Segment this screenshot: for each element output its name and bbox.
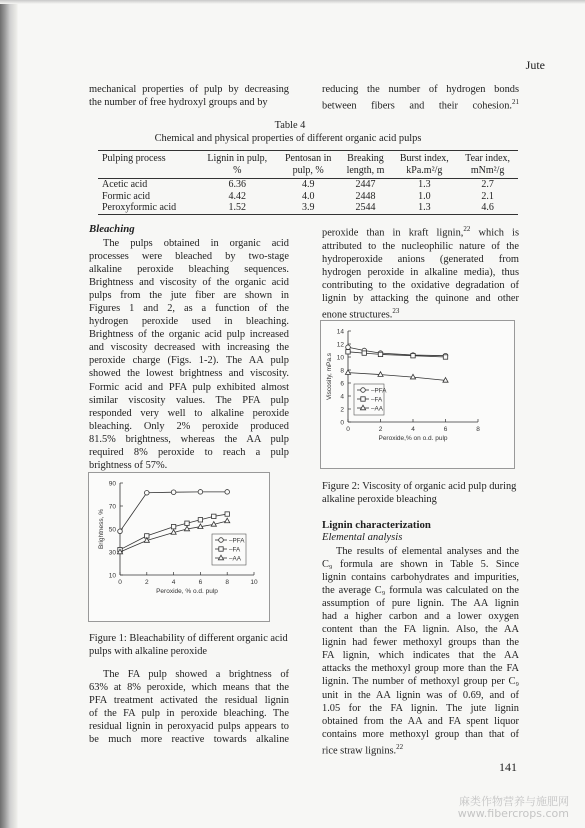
data-point-fa: [443, 355, 447, 359]
text-line: similar viscosity values. The PFA pulp: [89, 394, 289, 406]
figure-1-chart: [89, 473, 269, 621]
y-tick-label: 90: [108, 480, 116, 488]
table-cell: Peroxyformic acid: [102, 202, 177, 213]
reference-superscript: 22: [463, 225, 471, 233]
text-line: lignin had fewer methoxyl groups than the: [322, 637, 519, 649]
text-line: bleaching. Only 2% peroxide produced: [89, 420, 289, 432]
table-cell: 4.42: [228, 190, 246, 202]
table-title: Table 4: [274, 120, 306, 131]
text-line: content than the FA lignin. Also, the AA: [322, 624, 519, 636]
text-line: attributed to the nucleophilic nature of the: [322, 240, 519, 252]
y-tick-label: 4: [340, 393, 344, 401]
text-line: assumption of pure lignin. The AA lignin: [322, 598, 519, 610]
text-line: responded very well to alkaline peroxide: [89, 407, 289, 419]
data-point-pfa: [346, 345, 351, 350]
text-line: The FA pulp showed a brightness of: [103, 669, 289, 680]
table-header-cell: [457, 151, 518, 179]
text-line: showed the lowest brightness and viscosity.: [89, 368, 289, 380]
y-tick-label: 10: [108, 572, 116, 580]
text-line: contributing to the oxidative degradation of: [322, 279, 519, 291]
header-line: pulp, %: [292, 164, 324, 176]
text-line: had a higher carbon and a lower oxygen: [322, 611, 519, 623]
header-line: Lignin in pulp,: [207, 153, 268, 164]
table-caption: Chemical and physical properties of different organic acid pulps: [154, 133, 422, 144]
y-axis-label: Viscosity, mPa.s: [326, 352, 333, 401]
table-header-cell: [340, 151, 392, 179]
figure-2-frame: [320, 320, 515, 469]
data-point-pfa: [145, 490, 150, 495]
data-point-fa: [378, 352, 382, 356]
data-point-fa: [225, 512, 229, 516]
table-row: [98, 191, 518, 203]
figure-2-caption: [322, 480, 527, 506]
header-line: Burst index,: [399, 153, 449, 164]
x-tick-label: 4: [171, 579, 176, 586]
header-line: %: [233, 164, 242, 176]
table-cell: Acetic acid: [102, 179, 148, 190]
table-cell: 3.9: [301, 202, 315, 213]
table-cell: 1.0: [418, 190, 431, 202]
data-point-fa: [198, 518, 202, 522]
text-line: Brightness and viscosity of the organic acid: [89, 277, 289, 289]
text-line: the average C₉ formula was calculated on the: [322, 585, 519, 597]
text-line: lignin by attacking the quinone and other: [322, 292, 519, 304]
legend-label: –PFA: [229, 537, 245, 545]
text-line-part: enone structures.: [322, 309, 393, 321]
x-tick-label: 6: [443, 426, 448, 433]
table-header-cell: [277, 151, 340, 179]
legend-marker: [219, 547, 223, 551]
text-line: peroxide charge (Figs. 1-2). The AA pulp: [89, 355, 289, 367]
text-line: hydroperoxide anions (generated from: [322, 253, 519, 265]
watermark: [458, 796, 569, 820]
table-header-cell: [198, 151, 277, 179]
right-paragraph: [322, 223, 519, 321]
header-line: Breaking: [347, 153, 384, 164]
x-tick-label: 0: [346, 426, 350, 433]
text-line: 81.5% brightness, whereas the AA pulp: [89, 433, 289, 445]
legend-marker: [219, 538, 224, 543]
header-line: mNm²/g: [470, 164, 505, 176]
x-tick-label: 4: [411, 426, 415, 433]
table-cell: 1.52: [228, 202, 246, 213]
text-line: FA lignin, which indicates that the AA: [322, 650, 519, 662]
text-line-part: peroxide than in kraft lignin,: [322, 227, 464, 239]
table-cell: 2448: [355, 190, 376, 202]
scan-edge-shadow: [0, 0, 18, 828]
left-top-text: [89, 83, 289, 109]
legend-label: –FA: [371, 396, 383, 404]
x-axis-label: Peroxide,% on o.d. pulp: [378, 435, 448, 442]
x-axis-label: Peroxide, % o.d. pulp: [156, 588, 218, 595]
text-line: hydrogen peroxide in alkaline media), thus: [322, 266, 519, 278]
figure-1-caption: [89, 632, 294, 658]
data-point-fa: [185, 521, 189, 525]
text-line: [322, 96, 519, 113]
text-line: lignin. The number of methoxyl group per C₉: [322, 676, 519, 688]
legend-label: –AA: [229, 555, 241, 563]
bleaching-paragraph: [89, 237, 289, 472]
text-line: [322, 223, 519, 240]
running-header: Jute: [525, 58, 545, 72]
text-line: Figures 1 and 2, as a function of the: [89, 303, 289, 315]
text-line: hydrogen peroxide used in bleaching.: [89, 316, 289, 328]
text-line: [322, 305, 519, 322]
subsection-heading-elemental: Elemental analysis: [322, 532, 403, 543]
data-point-pfa: [198, 490, 203, 495]
x-tick-label: 0: [118, 579, 122, 586]
y-tick-label: 10: [336, 354, 344, 362]
caption-line: Figure 1: Bleachability of different organic acid: [89, 633, 288, 644]
y-tick-label: 0: [340, 419, 344, 427]
header-line: Tear index,: [465, 153, 511, 164]
text-line: 1.05 for the FA lignin. The jute lignin: [322, 702, 519, 714]
text-line: pulps from the jute fiber are shown in: [89, 290, 289, 302]
text-line: unit in the AA lignin was of 0.69, and of: [322, 689, 519, 701]
y-axis-label: Brightness, %: [98, 508, 105, 550]
text-line: PFA treatment activated the residual lignin: [89, 695, 289, 707]
y-tick-label: 2: [340, 406, 344, 414]
table-header-cell: [391, 151, 457, 179]
data-point-fa: [212, 514, 216, 518]
table-cell: 1.3: [418, 202, 431, 213]
table-cell: 1.3: [418, 179, 431, 190]
text-line: obtained from the AA and FA spent liquor: [322, 715, 519, 727]
table-cell: 2544: [355, 202, 376, 213]
header-line: Pentosan in: [285, 153, 332, 164]
lignin-paragraph: [322, 545, 519, 757]
caption-line: Figure 2: Viscosity of organic acid pulp during: [322, 481, 517, 492]
header-line: Pulping process: [102, 153, 166, 164]
text-line: 63% at 8% peroxide, which means that the: [89, 682, 289, 694]
legend-label: –PFA: [371, 387, 387, 395]
data-point-pfa: [171, 490, 176, 495]
table-cell: 4.9: [301, 179, 315, 190]
page-number: 141: [499, 760, 517, 774]
text-line: C₉ formula are shown in Table 5. Since: [322, 559, 519, 571]
caption-line: alkaline peroxide bleaching: [322, 494, 437, 505]
text-line: The pulps obtained in organic acid: [103, 238, 289, 249]
table-header-row: [98, 151, 518, 179]
text-line: residual lignin in peroxyacid pulps appears to: [89, 721, 289, 733]
text-line-part: between fibers and their cohesion.: [322, 100, 512, 112]
y-tick-label: 30: [108, 549, 116, 557]
data-point-fa: [171, 525, 175, 529]
y-tick-label: 6: [340, 380, 344, 388]
x-tick-label: 2: [144, 579, 149, 586]
x-tick-label: 10: [250, 579, 258, 586]
left-bottom-paragraph: [89, 668, 289, 746]
text-line: be much more reactive towards alkaline: [89, 734, 289, 746]
legend-label: –AA: [371, 405, 383, 413]
text-line: Formic acid and PFA pulp exhibited almost: [89, 381, 289, 393]
text-line-part: rice straw lignins.: [322, 745, 397, 757]
table-row: [98, 202, 518, 214]
legend-marker: [361, 388, 366, 393]
x-tick-label: 6: [198, 579, 203, 586]
table-cell: 6.36: [228, 179, 246, 190]
text-line: brightness of 57%.: [89, 459, 168, 471]
table-cell: 2.7: [481, 179, 494, 190]
data-point-aa: [225, 518, 230, 523]
text-line: The results of elemental analyses and the: [336, 546, 519, 557]
series-line-aa: [348, 373, 446, 381]
data-point-fa: [411, 354, 415, 358]
reference-superscript: 22: [396, 742, 404, 751]
scan-top-shadow: [0, 0, 585, 4]
text-line: [322, 741, 519, 758]
table-header-cell: [98, 151, 198, 179]
table-cell: 4.6: [481, 202, 494, 213]
section-heading-lignin: Lignin characterization: [322, 519, 431, 531]
table-cell: 4.0: [301, 190, 315, 202]
text-line: the number of free hydroxyl groups and by: [89, 97, 268, 109]
text-line: alkaline peroxide bleaching sequences.: [89, 264, 289, 276]
text-line: lignin contains carbohydrates and impurities,: [322, 572, 519, 584]
table-row: [98, 179, 518, 191]
right-top-text: [322, 83, 519, 113]
caption-line: pulps with alkaline peroxide: [89, 646, 208, 657]
watermark-line: 麻类作物营养与施肥网: [459, 795, 569, 808]
data-point-fa: [346, 350, 350, 354]
legend-marker: [361, 397, 365, 401]
text-line: and viscosity decreased with increasing the: [89, 342, 289, 354]
header-line: length, m: [346, 164, 385, 176]
text-line: Brightness of the organic acid pulp increased: [89, 329, 289, 341]
header-line: kPa.m²/g: [406, 164, 443, 176]
y-tick-label: 70: [108, 503, 116, 511]
data-point-aa: [345, 370, 350, 375]
text-line: of the FA pulp in peroxide bleaching. The: [89, 708, 289, 720]
table-cell: 2.1: [481, 190, 494, 202]
table-4: [98, 150, 518, 215]
y-tick-label: 50: [108, 526, 116, 534]
y-tick-label: 8: [340, 367, 344, 375]
section-heading-bleaching: Bleaching: [89, 223, 135, 235]
text-line: attacks the methoxyl group more than the FA: [322, 663, 519, 675]
y-tick-label: 12: [336, 341, 344, 349]
text-line: reducing the number of hydrogen bonds: [322, 84, 519, 95]
data-point-fa: [362, 351, 366, 355]
table-cell: 2447: [355, 179, 376, 190]
x-tick-label: 8: [476, 426, 480, 433]
figure-2-chart: [321, 321, 514, 468]
reference-superscript: 23: [392, 306, 400, 315]
watermark-line: www.fibercrops.com: [457, 807, 569, 820]
x-tick-label: 2: [378, 426, 383, 433]
figure-1-frame: [88, 472, 270, 622]
data-point-pfa: [118, 529, 123, 534]
text-line: required 8% peroxide to reach a pulp: [89, 446, 289, 458]
text-line: contains more methoxyl group than that of: [322, 728, 519, 740]
data-point-pfa: [225, 490, 230, 495]
legend-label: –FA: [229, 546, 241, 554]
reference-superscript: 21: [512, 98, 519, 107]
text-line: processes were bleached by two-stage: [89, 251, 289, 263]
text-line: mechanical properties of pulp by decreasing: [89, 84, 289, 95]
text-line-part: which is: [470, 227, 519, 239]
y-tick-label: 14: [336, 328, 344, 336]
table-cell: Formic acid: [102, 190, 151, 202]
x-tick-label: 8: [225, 579, 230, 586]
